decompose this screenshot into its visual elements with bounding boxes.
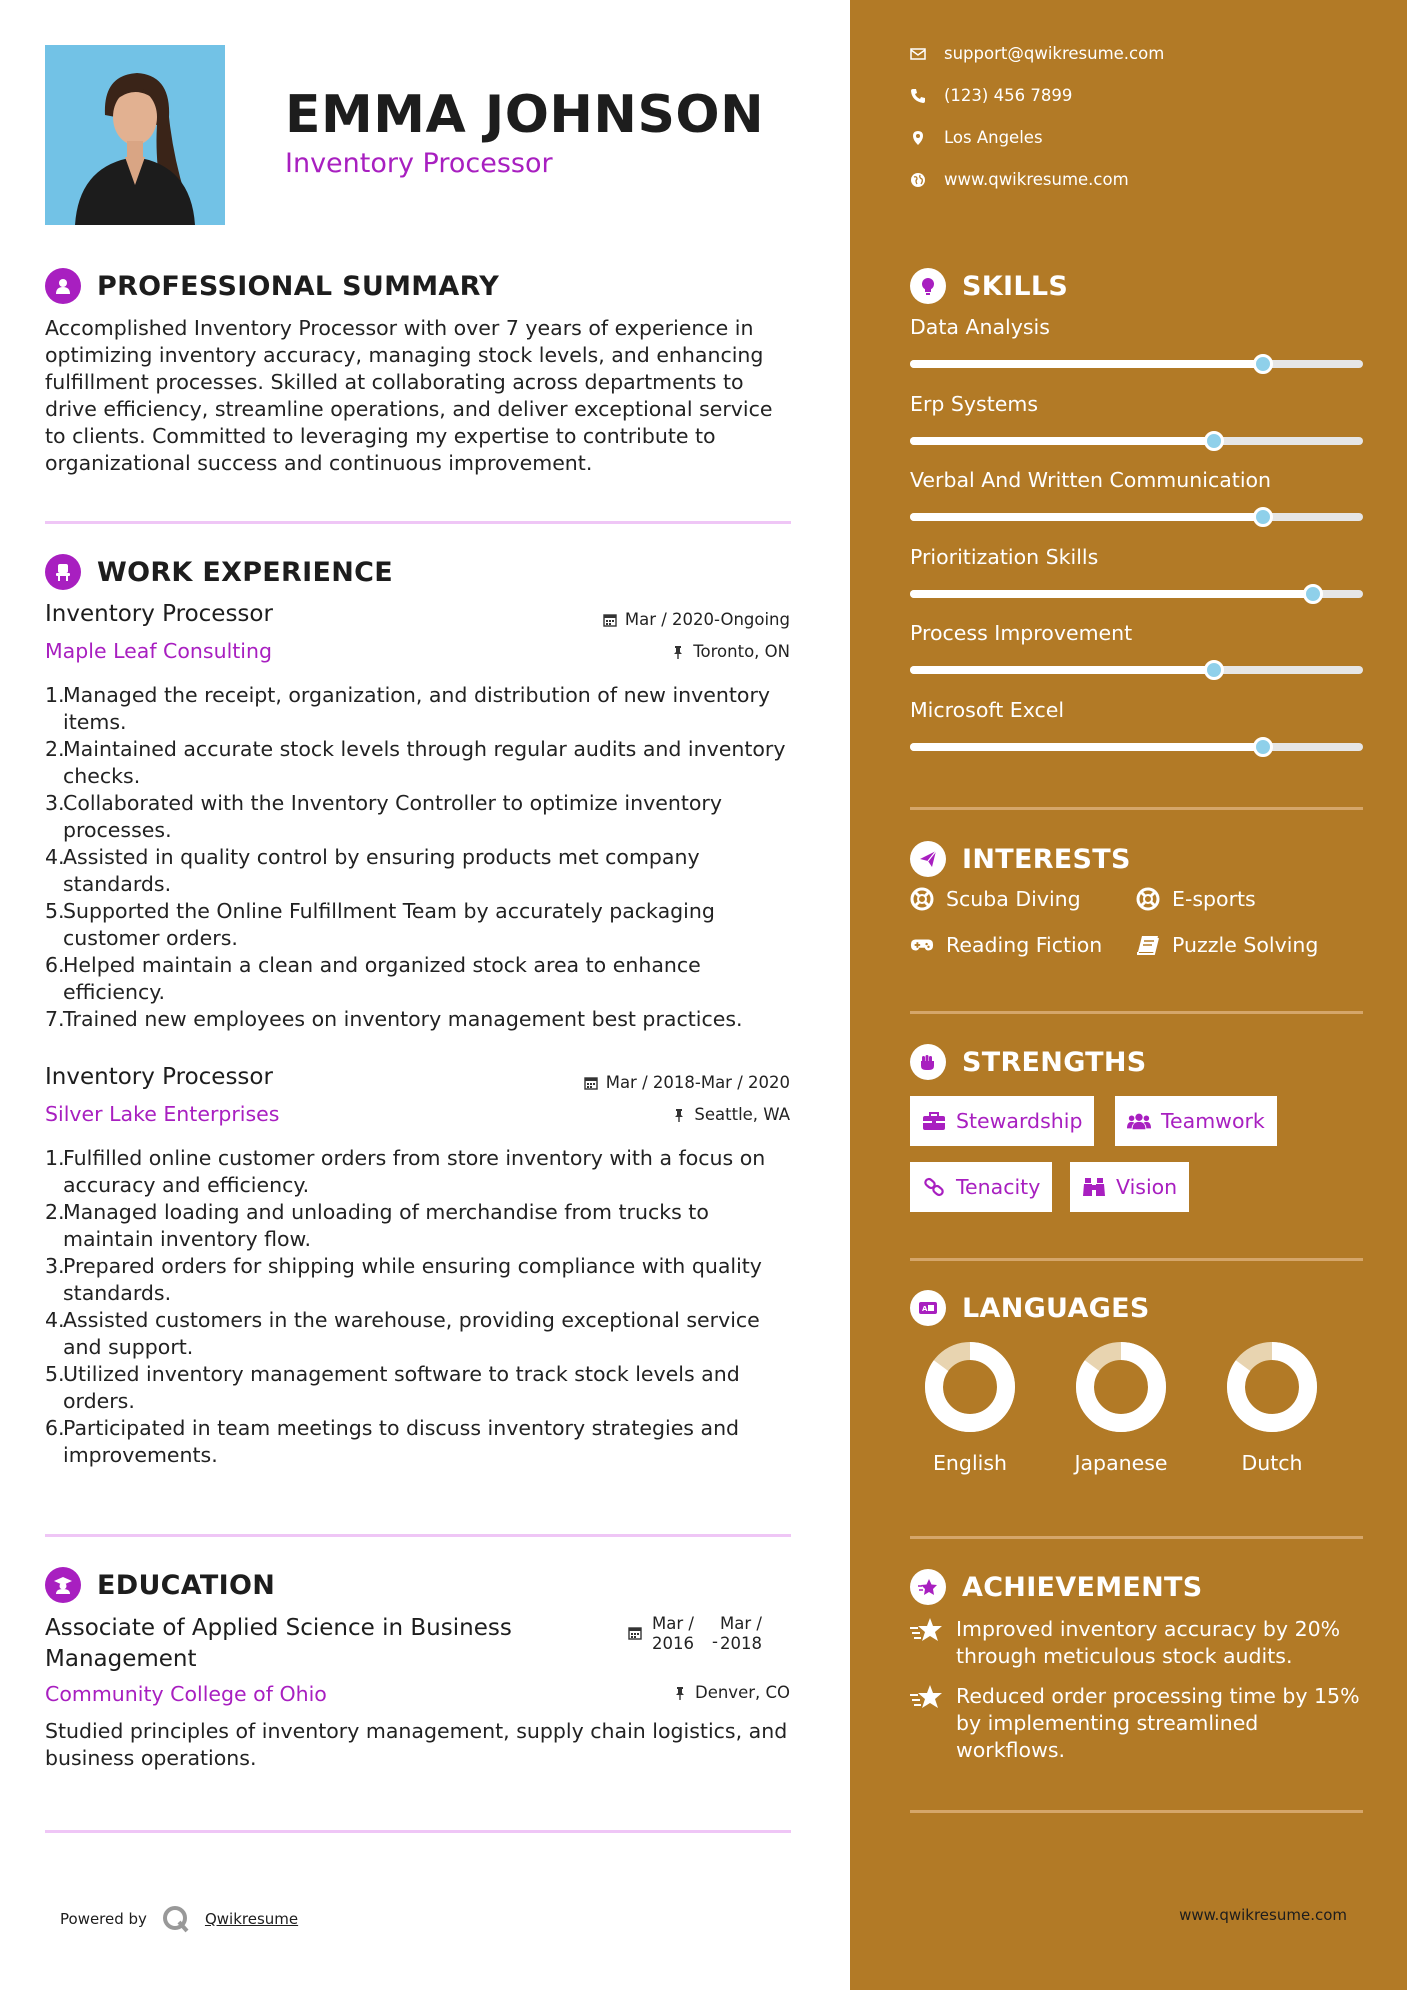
summary-title: PROFESSIONAL SUMMARY bbox=[97, 270, 500, 302]
candidate-name: EMMA JOHNSON bbox=[285, 85, 765, 145]
divider bbox=[45, 521, 791, 524]
list-item: 1. Managed the receipt, organization, and distribution of new inventory items. bbox=[45, 683, 771, 734]
job-duties bbox=[45, 682, 790, 1033]
divider bbox=[45, 1830, 791, 1833]
education-description: Studied principles of inventory management, supply chain logistics, and business operations. bbox=[45, 1719, 788, 1770]
skill-bar-fill bbox=[910, 360, 1263, 368]
skills-title: SKILLS bbox=[962, 270, 1069, 302]
map-pin-icon bbox=[910, 130, 926, 146]
experience-heading bbox=[45, 554, 393, 590]
list-item: 2. Managed loading and unloading of merchandise from trucks to maintain inventory flow. bbox=[45, 1200, 709, 1251]
list-item: 1. Fulfilled online customer orders from store inventory with a focus on accuracy and efficiency. bbox=[45, 1146, 766, 1197]
life-ring-icon bbox=[1136, 887, 1160, 911]
brand-link[interactable]: Qwikresume bbox=[204, 1910, 299, 1928]
user-icon bbox=[45, 268, 81, 304]
skills-heading bbox=[910, 268, 1068, 304]
strength-chip bbox=[1115, 1096, 1277, 1146]
interest-label: Puzzle Solving bbox=[1172, 933, 1319, 957]
skill-label: Microsoft Excel bbox=[910, 697, 1065, 722]
skill-bar-fill bbox=[910, 666, 1214, 674]
divider bbox=[910, 1536, 1363, 1539]
gamepad-icon bbox=[910, 933, 934, 957]
language-label: English bbox=[932, 1451, 1008, 1475]
divider bbox=[910, 1011, 1363, 1014]
list-item: 2. Maintained accurate stock levels through regular audits and inventory checks. bbox=[45, 737, 786, 788]
language-item bbox=[1217, 1341, 1327, 1475]
achievements-heading bbox=[910, 1569, 1203, 1605]
skill-bar-knob bbox=[1303, 584, 1323, 604]
location-text: Los Angeles bbox=[944, 128, 1043, 147]
skill-bar bbox=[910, 513, 1363, 521]
education-location bbox=[673, 1683, 790, 1702]
skill-bar-fill bbox=[910, 513, 1263, 521]
job-location bbox=[671, 642, 790, 661]
divider bbox=[910, 1258, 1363, 1261]
language-donut bbox=[1075, 1341, 1167, 1433]
end-month: Mar / bbox=[719, 1614, 762, 1633]
skill-bar-knob bbox=[1204, 431, 1224, 451]
fist-icon bbox=[910, 1044, 946, 1080]
degree-line: Associate of Applied Science in Business bbox=[45, 1615, 512, 1641]
summary-text: Accomplished Inventory Processor with over 7 years of experience in optimizing inventory accuracy, managing stock levels, and enhancing fulfillment processes. Skilled at collaborating across departments to drive efficiency, streamline operations, and deliver exceptional service to clients. Committed to leveraging my expertise to contribute to organizational success and continuous improvement. bbox=[45, 316, 773, 475]
list-item: 4. Assisted in quality control by ensuring products met company standards. bbox=[45, 845, 700, 896]
interest-label: Scuba Diving bbox=[946, 887, 1081, 911]
language-donut bbox=[1226, 1341, 1318, 1433]
list-item: 5. Utilized inventory management software to track stock levels and orders. bbox=[45, 1362, 740, 1413]
achievement-item bbox=[910, 1683, 1363, 1764]
calendar-icon bbox=[603, 613, 617, 627]
strength-label: Vision bbox=[1116, 1175, 1178, 1199]
skill-bar-fill bbox=[910, 590, 1313, 598]
job-location-text: Seattle, WA bbox=[694, 1105, 790, 1124]
pin-icon bbox=[673, 1686, 687, 1700]
skill-bar bbox=[910, 590, 1363, 598]
interests-title: INTERESTS bbox=[962, 843, 1131, 875]
briefcase-icon bbox=[922, 1110, 946, 1132]
star-icon bbox=[910, 1683, 944, 1711]
language-label: Japanese bbox=[1074, 1451, 1168, 1475]
skill-bar bbox=[910, 437, 1363, 445]
star-badge-icon bbox=[910, 1569, 946, 1605]
language-item bbox=[915, 1341, 1025, 1475]
skill-label: Verbal And Written Communication bbox=[910, 468, 1272, 492]
languages-title: LANGUAGES bbox=[962, 1292, 1150, 1324]
list-item: 4. Assisted customers in the warehouse, providing exceptional service and support. bbox=[45, 1308, 760, 1359]
phone-text: (123) 456 7899 bbox=[944, 86, 1073, 105]
strength-chip bbox=[910, 1162, 1052, 1212]
summary-heading bbox=[45, 268, 499, 304]
end-date bbox=[720, 1614, 762, 1654]
strength-label: Teamwork bbox=[1161, 1109, 1265, 1133]
language-item bbox=[1066, 1341, 1176, 1475]
list-item: 3. Prepared orders for shipping while ensuring compliance with quality standards. bbox=[45, 1254, 762, 1305]
start-year: 2016 bbox=[652, 1634, 694, 1653]
book-icon bbox=[1136, 933, 1160, 957]
job-location-text: Toronto, ON bbox=[693, 642, 790, 661]
chair-icon bbox=[45, 554, 81, 590]
job-title: Inventory Processor bbox=[45, 601, 273, 627]
school: Community College of Ohio bbox=[45, 1682, 327, 1706]
skill-bar-fill bbox=[910, 743, 1263, 751]
achievement-text: Reduced order processing time by 15% by implementing streamlined workflows. bbox=[956, 1684, 1360, 1762]
skill-bar bbox=[910, 666, 1363, 674]
divider bbox=[45, 1534, 791, 1537]
education-location-text: Denver, CO bbox=[694, 1683, 790, 1702]
strength-chip bbox=[910, 1096, 1094, 1146]
powered-by-label: Powered by bbox=[60, 1910, 147, 1928]
skill-bar-knob bbox=[1253, 737, 1273, 757]
calendar-icon bbox=[584, 1076, 598, 1090]
email-text: support@qwikresume.com bbox=[944, 44, 1165, 63]
language-label: Dutch bbox=[1241, 1451, 1303, 1475]
divider bbox=[910, 1810, 1363, 1813]
list-item: 7. Trained new employees on inventory management best practices. bbox=[45, 1007, 743, 1031]
strength-label: Tenacity bbox=[956, 1175, 1041, 1199]
list-item: 6. Helped maintain a clean and organized stock area to enhance efficiency. bbox=[45, 953, 701, 1004]
languages-heading bbox=[910, 1290, 1150, 1326]
interest-item bbox=[910, 933, 1102, 957]
footer-powered bbox=[60, 1904, 298, 1934]
contact-email[interactable] bbox=[910, 44, 1164, 63]
skill-bar bbox=[910, 360, 1363, 368]
users-icon bbox=[1127, 1110, 1151, 1132]
end-year: 2018 bbox=[719, 1634, 762, 1653]
list-item: 3. Collaborated with the Inventory Controller to optimize inventory processes. bbox=[45, 791, 722, 842]
contact-website[interactable] bbox=[910, 170, 1129, 189]
life-ring-icon bbox=[910, 887, 934, 911]
pin-icon bbox=[671, 645, 685, 659]
degree bbox=[45, 1613, 625, 1675]
interest-label: E-sports bbox=[1172, 887, 1256, 911]
strength-chip bbox=[1070, 1162, 1189, 1212]
website-text: www.qwikresume.com bbox=[944, 170, 1129, 189]
star-icon bbox=[910, 1616, 944, 1644]
strengths-title: STRENGTHS bbox=[962, 1046, 1147, 1078]
job-company: Silver Lake Enterprises bbox=[45, 1102, 280, 1126]
language-donut bbox=[924, 1341, 1016, 1433]
job-duties bbox=[45, 1145, 790, 1469]
job-date-text: Mar / 2018-Mar / 2020 bbox=[605, 1073, 790, 1092]
interest-item bbox=[1136, 933, 1318, 957]
education-title: EDUCATION bbox=[97, 1569, 276, 1601]
job-title: Inventory Processor bbox=[45, 1064, 273, 1090]
envelope-icon bbox=[910, 46, 926, 62]
interest-label: Reading Fiction bbox=[946, 933, 1103, 957]
achievements-title: ACHIEVEMENTS bbox=[962, 1571, 1203, 1603]
job-date bbox=[584, 1073, 790, 1092]
contact-phone[interactable] bbox=[910, 86, 1072, 105]
contact-location bbox=[910, 128, 1043, 147]
job-date-text: Mar / 2020-Ongoing bbox=[624, 610, 790, 629]
job-company: Maple Leaf Consulting bbox=[45, 639, 273, 663]
paper-plane-icon bbox=[910, 841, 946, 877]
skill-bar bbox=[910, 743, 1363, 751]
education-dates bbox=[628, 1614, 762, 1654]
candidate-role: Inventory Processor bbox=[285, 148, 553, 179]
job-location bbox=[672, 1105, 790, 1124]
skill-bar-knob bbox=[1204, 660, 1224, 680]
graduate-icon bbox=[45, 1567, 81, 1603]
job-date bbox=[603, 610, 790, 629]
skill-label: Prioritization Skills bbox=[910, 544, 1099, 569]
profile-photo bbox=[45, 45, 225, 225]
interest-item bbox=[1136, 887, 1256, 911]
interests-heading bbox=[910, 841, 1131, 877]
lightbulb-icon bbox=[910, 268, 946, 304]
achievement-text: Improved inventory accuracy by 20% through meticulous stock audits. bbox=[956, 1617, 1341, 1668]
phone-icon bbox=[910, 88, 926, 104]
skill-label: Erp Systems bbox=[910, 391, 1039, 416]
list-item: 6. Participated in team meetings to discuss inventory strategies and improvements. bbox=[45, 1416, 740, 1467]
date-dash: - bbox=[712, 1632, 718, 1651]
start-month: Mar / bbox=[652, 1614, 694, 1633]
strength-label: Stewardship bbox=[956, 1109, 1083, 1133]
degree-line: Management bbox=[45, 1646, 197, 1672]
achievement-item bbox=[910, 1616, 1363, 1670]
divider bbox=[910, 807, 1363, 810]
link-icon bbox=[922, 1176, 946, 1198]
experience-title: WORK EXPERIENCE bbox=[97, 556, 393, 588]
list-item: 5. Supported the Online Fulfillment Team by accurately packaging customer orders. bbox=[45, 899, 715, 950]
footer-site[interactable]: www.qwikresume.com bbox=[1179, 1906, 1347, 1924]
calendar-icon bbox=[628, 1626, 642, 1640]
globe-icon bbox=[910, 172, 926, 188]
strengths-heading bbox=[910, 1044, 1147, 1080]
skill-label: Data Analysis bbox=[910, 315, 1050, 339]
pin-icon bbox=[672, 1108, 686, 1122]
binoculars-icon bbox=[1082, 1176, 1106, 1198]
start-date bbox=[652, 1614, 694, 1654]
skill-label: Process Improvement bbox=[910, 621, 1133, 645]
skill-bar-fill bbox=[910, 437, 1214, 445]
qwikresume-logo-icon bbox=[161, 1904, 191, 1934]
translate-icon bbox=[910, 1290, 946, 1326]
interest-item bbox=[910, 887, 1081, 911]
svg-text:A: A bbox=[922, 1305, 928, 1313]
education-heading bbox=[45, 1567, 275, 1603]
